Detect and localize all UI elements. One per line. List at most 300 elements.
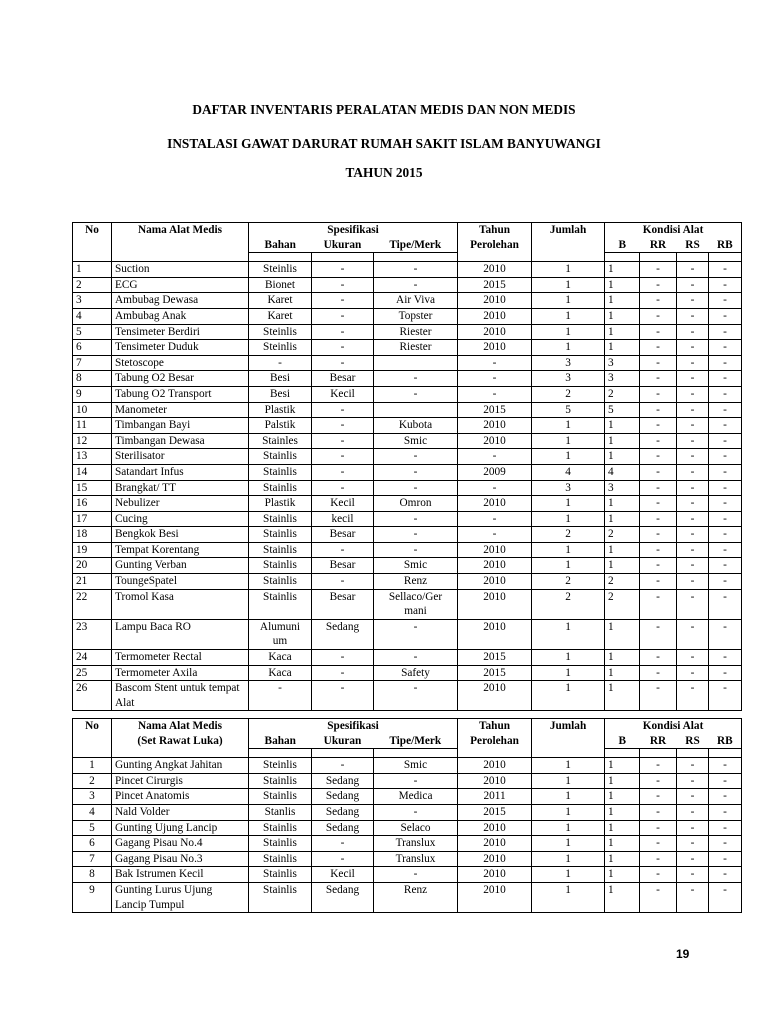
cell-rb: - [709,340,742,356]
cell-b: 1 [605,820,640,836]
cell-rs: - [677,542,709,558]
cell-ukuran: kecil [312,511,374,527]
cell-tipe: - [374,262,458,278]
cell-tipe [374,355,458,371]
cell-b: 1 [605,449,640,465]
cell-ukuran: - [312,542,374,558]
cell-rr: - [640,511,677,527]
cell-jumlah: 1 [532,542,605,558]
cell-b: 1 [605,665,640,681]
cell-b: 1 [605,511,640,527]
cell-jumlah: 1 [532,650,605,666]
cell-rr: - [640,480,677,496]
cell-nama: Pincet Cirurgis [112,773,249,789]
cell-rb: - [709,681,742,711]
header-jumlah: Jumlah [532,223,605,253]
cell-no: 17 [73,511,112,527]
cell-rr: - [640,574,677,590]
cell-jumlah: 1 [532,308,605,324]
cell-no: 2 [73,773,112,789]
cell-no: 20 [73,558,112,574]
cell-b: 1 [605,262,640,278]
cell-rb: - [709,433,742,449]
cell-tahun: 2015 [458,402,532,418]
header-bahan: Bahan [249,734,312,749]
header-tipe: Tipe/Merk [374,734,458,749]
cell-tipe: Kubota [374,418,458,434]
cell-jumlah: 1 [532,851,605,867]
cell-nama: Bak Istrumen Kecil [112,867,249,883]
cell-bahan: Alumuni um [249,619,312,649]
header-rb: RB [709,734,742,749]
table-row [73,758,742,774]
cell-nama: Stetoscope [112,355,249,371]
cell-ukuran: - [312,433,374,449]
cell-tipe: Smic [374,433,458,449]
cell-ukuran: Sedang [312,619,374,649]
cell-tahun: 2010 [458,574,532,590]
cell-rb: - [709,308,742,324]
cell-no: 5 [73,820,112,836]
cell-rb: - [709,867,742,883]
cell-nama: Tensimeter Berdiri [112,324,249,340]
cell-bahan: Steinlis [249,262,312,278]
cell-nama: Gagang Pisau No.4 [112,836,249,852]
cell-rb: - [709,277,742,293]
cell-rs: - [677,851,709,867]
cell-b: 2 [605,527,640,543]
cell-rs: - [677,496,709,512]
cell-tipe: Omron [374,496,458,512]
cell-nama: Gunting Lurus Ujung Lancip Tumpul [112,882,249,912]
table-row [73,773,742,789]
cell-nama: Lampu Baca RO [112,619,249,649]
cell-bahan: Stainlis [249,574,312,590]
cell-rr: - [640,820,677,836]
cell-rb: - [709,386,742,402]
cell-jumlah: 1 [532,681,605,711]
cell-bahan: Stainlis [249,589,312,619]
cell-nama: Brangkat/ TT [112,480,249,496]
header-jumlah: Jumlah [532,719,605,749]
cell-tahun: 2010 [458,496,532,512]
cell-no: 1 [73,758,112,774]
cell-b: 2 [605,574,640,590]
header-nama: Nama Alat Medis [112,223,249,253]
cell-rb: - [709,851,742,867]
cell-jumlah: 3 [532,480,605,496]
cell-ukuran: - [312,758,374,774]
header-rs: RS [677,734,709,749]
cell-jumlah: 1 [532,804,605,820]
cell-bahan: Besi [249,386,312,402]
cell-bahan: Stainlis [249,542,312,558]
table-row [73,464,742,480]
table-row [73,681,742,711]
header-kondisi: Kondisi Alat [605,223,742,238]
cell-nama: Gagang Pisau No.3 [112,851,249,867]
cell-tahun: - [458,527,532,543]
cell-b: 1 [605,558,640,574]
cell-bahan: Steinlis [249,324,312,340]
cell-tipe: Riester [374,324,458,340]
cell-ukuran: - [312,277,374,293]
cell-jumlah: 1 [532,511,605,527]
header-no: No [73,719,112,749]
cell-nama: Bengkok Besi [112,527,249,543]
cell-rs: - [677,324,709,340]
cell-no: 13 [73,449,112,465]
cell-ukuran: - [312,449,374,465]
cell-no: 12 [73,433,112,449]
cell-no: 24 [73,650,112,666]
cell-tipe: Riester [374,340,458,356]
cell-rb: - [709,665,742,681]
table-row [73,324,742,340]
cell-b: 3 [605,371,640,387]
header-b: B [605,238,640,253]
header-rr: RR [640,734,677,749]
cell-b: 1 [605,433,640,449]
cell-tahun: - [458,355,532,371]
cell-tahun: 2010 [458,418,532,434]
table-row [73,527,742,543]
table-row [73,277,742,293]
cell-rs: - [677,449,709,465]
cell-b: 1 [605,804,640,820]
cell-tahun: 2010 [458,820,532,836]
cell-tahun: 2010 [458,542,532,558]
cell-rs: - [677,681,709,711]
table-row [73,308,742,324]
cell-tahun: 2010 [458,619,532,649]
cell-tahun: 2015 [458,804,532,820]
cell-rb: - [709,262,742,278]
cell-nama: Tempat Korentang [112,542,249,558]
cell-ukuran: - [312,308,374,324]
cell-rs: - [677,433,709,449]
cell-tipe: Smic [374,558,458,574]
page-number: 19 [676,947,690,961]
cell-jumlah: 4 [532,464,605,480]
cell-nama: Ambubag Anak [112,308,249,324]
table-row [73,433,742,449]
cell-jumlah: 1 [532,836,605,852]
cell-b: 2 [605,386,640,402]
cell-bahan: Stainlis [249,449,312,465]
cell-tipe: - [374,804,458,820]
cell-tahun: 2009 [458,464,532,480]
cell-jumlah: 3 [532,371,605,387]
table-row [73,340,742,356]
cell-rb: - [709,650,742,666]
cell-jumlah: 1 [532,293,605,309]
cell-rb: - [709,558,742,574]
cell-tipe: - [374,464,458,480]
cell-b: 2 [605,589,640,619]
cell-nama: Gunting Angkat Jahitan [112,758,249,774]
cell-tahun: 2015 [458,650,532,666]
cell-tahun: - [458,449,532,465]
cell-no: 15 [73,480,112,496]
table-row [73,402,742,418]
cell-rb: - [709,293,742,309]
table-row [73,851,742,867]
cell-nama: Timbangan Bayi [112,418,249,434]
cell-rr: - [640,355,677,371]
cell-bahan: Stanlis [249,804,312,820]
cell-tipe: - [374,511,458,527]
cell-bahan: Steinlis [249,758,312,774]
cell-rb: - [709,371,742,387]
cell-rs: - [677,758,709,774]
cell-jumlah: 1 [532,277,605,293]
cell-no: 19 [73,542,112,558]
cell-ukuran: Sedang [312,820,374,836]
cell-rs: - [677,527,709,543]
cell-b: 1 [605,293,640,309]
cell-b: 1 [605,277,640,293]
cell-ukuran: Kecil [312,496,374,512]
cell-tahun: 2010 [458,851,532,867]
cell-rs: - [677,277,709,293]
header-rb: RB [709,238,742,253]
cell-tipe: - [374,449,458,465]
cell-rr: - [640,758,677,774]
inventory-table-set-rawat-luka [72,718,742,913]
cell-rb: - [709,789,742,805]
cell-tahun: 2010 [458,589,532,619]
cell-rs: - [677,371,709,387]
cell-rb: - [709,496,742,512]
cell-rr: - [640,449,677,465]
header-tahun: Tahun Perolehan [458,719,532,749]
cell-ukuran: - [312,418,374,434]
cell-rb: - [709,418,742,434]
header-no: No [73,223,112,253]
cell-rb: - [709,542,742,558]
cell-bahan: Stainlis [249,867,312,883]
cell-bahan: Stainlis [249,464,312,480]
cell-rr: - [640,542,677,558]
cell-rs: - [677,386,709,402]
table-row [73,789,742,805]
cell-tahun: 2010 [458,558,532,574]
cell-bahan: Stainlis [249,511,312,527]
cell-b: 1 [605,418,640,434]
header-ukuran: Ukuran [312,734,374,749]
header-ukuran: Ukuran [312,238,374,253]
cell-rs: - [677,804,709,820]
table-row [73,355,742,371]
cell-b: 1 [605,789,640,805]
cell-ukuran: - [312,402,374,418]
cell-rb: - [709,527,742,543]
cell-tipe: Air Viva [374,293,458,309]
cell-rs: - [677,308,709,324]
header-tahun: Tahun Perolehan [458,223,532,253]
cell-tahun: 2010 [458,758,532,774]
cell-no: 23 [73,619,112,649]
cell-rr: - [640,277,677,293]
cell-rb: - [709,511,742,527]
table-row [73,449,742,465]
cell-rr: - [640,496,677,512]
cell-no: 7 [73,355,112,371]
cell-tipe: Translux [374,851,458,867]
cell-rr: - [640,804,677,820]
cell-ukuran: Besar [312,589,374,619]
cell-bahan: Stainlis [249,836,312,852]
cell-tipe: - [374,867,458,883]
cell-tahun: 2010 [458,324,532,340]
cell-no: 9 [73,386,112,402]
table-row [73,589,742,619]
table-row [73,558,742,574]
cell-ukuran: - [312,851,374,867]
cell-rs: - [677,355,709,371]
cell-jumlah: 1 [532,665,605,681]
cell-tahun: 2010 [458,882,532,912]
cell-rb: - [709,758,742,774]
cell-rr: - [640,650,677,666]
cell-no: 18 [73,527,112,543]
cell-b: 1 [605,308,640,324]
cell-nama: ToungeSpatel [112,574,249,590]
cell-tipe: - [374,681,458,711]
cell-tahun: - [458,371,532,387]
cell-b: 3 [605,480,640,496]
cell-jumlah: 5 [532,402,605,418]
cell-bahan: - [249,681,312,711]
table-row [73,650,742,666]
cell-b: 1 [605,496,640,512]
cell-nama: Ambubag Dewasa [112,293,249,309]
cell-ukuran: - [312,480,374,496]
cell-nama: Manometer [112,402,249,418]
cell-b: 3 [605,355,640,371]
cell-rb: - [709,324,742,340]
table-row [73,511,742,527]
cell-rr: - [640,882,677,912]
cell-no: 14 [73,464,112,480]
cell-b: 1 [605,851,640,867]
table-row [73,804,742,820]
cell-jumlah: 1 [532,433,605,449]
cell-bahan: Bionet [249,277,312,293]
cell-rr: - [640,293,677,309]
table-row [73,867,742,883]
cell-rs: - [677,836,709,852]
cell-bahan: Stainlis [249,820,312,836]
cell-bahan: Kaca [249,665,312,681]
cell-rs: - [677,340,709,356]
cell-tahun: 2015 [458,277,532,293]
header-tipe: Tipe/Merk [374,238,458,253]
cell-jumlah: 1 [532,324,605,340]
cell-rr: - [640,589,677,619]
cell-no: 4 [73,804,112,820]
cell-rs: - [677,650,709,666]
cell-tipe: Smic [374,758,458,774]
table-row [73,262,742,278]
cell-rr: - [640,418,677,434]
cell-jumlah: 1 [532,882,605,912]
table-row [73,820,742,836]
cell-bahan: Stainlis [249,558,312,574]
cell-tipe: - [374,542,458,558]
cell-jumlah: 2 [532,527,605,543]
cell-tipe: - [374,277,458,293]
cell-ukuran: - [312,340,374,356]
cell-rr: - [640,836,677,852]
cell-no: 7 [73,851,112,867]
cell-tahun: - [458,386,532,402]
cell-tipe: Medica [374,789,458,805]
cell-bahan: Stainlis [249,882,312,912]
cell-rb: - [709,820,742,836]
header-b: B [605,734,640,749]
cell-ukuran: Sedang [312,773,374,789]
cell-jumlah: 1 [532,558,605,574]
cell-ukuran: Sedang [312,882,374,912]
cell-tipe: Renz [374,574,458,590]
cell-rb: - [709,574,742,590]
cell-ukuran: Kecil [312,386,374,402]
cell-rr: - [640,681,677,711]
cell-rr: - [640,558,677,574]
inventory-table-general [72,222,742,711]
cell-tipe: Renz [374,882,458,912]
cell-rs: - [677,773,709,789]
cell-no: 11 [73,418,112,434]
cell-b: 1 [605,324,640,340]
cell-ukuran: - [312,574,374,590]
cell-no: 3 [73,789,112,805]
cell-bahan: Stainlis [249,851,312,867]
cell-nama: Cucing [112,511,249,527]
cell-no: 5 [73,324,112,340]
cell-rs: - [677,789,709,805]
cell-rr: - [640,262,677,278]
cell-jumlah: 2 [532,589,605,619]
cell-no: 21 [73,574,112,590]
cell-rr: - [640,867,677,883]
cell-rb: - [709,882,742,912]
cell-tahun: 2010 [458,308,532,324]
cell-jumlah: 1 [532,418,605,434]
cell-no: 9 [73,882,112,912]
cell-ukuran: - [312,355,374,371]
cell-jumlah: 1 [532,619,605,649]
cell-rs: - [677,665,709,681]
cell-bahan: - [249,355,312,371]
cell-tahun: - [458,480,532,496]
cell-bahan: Stainlis [249,527,312,543]
cell-bahan: Besi [249,371,312,387]
cell-b: 1 [605,867,640,883]
cell-b: 1 [605,619,640,649]
cell-nama: ECG [112,277,249,293]
cell-nama: Gunting Ujung Lancip [112,820,249,836]
cell-b: 1 [605,758,640,774]
table-row [73,496,742,512]
cell-bahan: Stainles [249,433,312,449]
cell-b: 1 [605,773,640,789]
cell-no: 16 [73,496,112,512]
cell-tipe: Sellaco/Ger mani [374,589,458,619]
cell-bahan: Plastik [249,496,312,512]
